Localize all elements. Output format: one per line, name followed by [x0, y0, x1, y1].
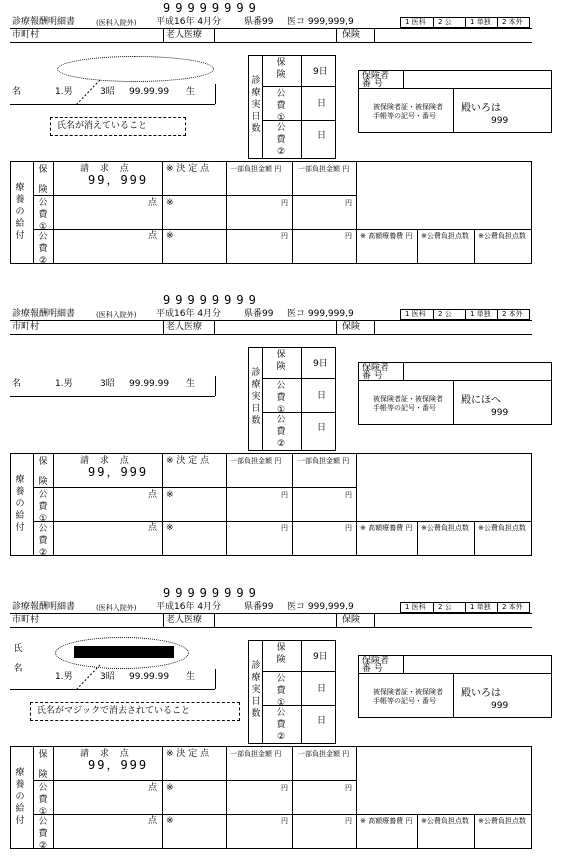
- insurer-number-label: 番 号: [362, 371, 383, 381]
- header-code: 1 単独: [470, 310, 491, 318]
- municipality-label: 市町村: [12, 322, 40, 332]
- copay-label: 一部負担金額 円: [230, 457, 282, 465]
- claim-points-value: 99，999: [88, 173, 149, 187]
- birth-suffix: 生: [186, 87, 196, 97]
- insured-name: 殿にほへ: [461, 395, 501, 406]
- sex-field: 1.男: [55, 672, 73, 682]
- days-row-label: 公 費 ②: [276, 123, 286, 157]
- days-value: 9日: [313, 359, 328, 369]
- serial-number: 99999999: [163, 586, 261, 600]
- header-code: 1 医科: [405, 603, 426, 611]
- yen-unit: 円: [345, 817, 352, 825]
- name-label: 名: [12, 87, 22, 97]
- days-value: 日: [317, 423, 327, 433]
- asterisk-mark: ※: [166, 816, 174, 826]
- card-number-label: 手帳等の記号・番号: [373, 404, 436, 412]
- insurer-number-label: 保険者: [362, 363, 390, 373]
- asterisk-mark: ※: [166, 231, 174, 241]
- yen-unit: 円: [281, 784, 288, 792]
- insurance-label: 保険: [342, 30, 361, 40]
- claim-form: [0, 0, 564, 275]
- header-code: 1 単独: [470, 603, 491, 611]
- birth-date: 99.99.99: [129, 87, 170, 97]
- birth-era: 3昭: [100, 672, 115, 682]
- point-unit: 点: [148, 523, 158, 533]
- header-code: 1 医科: [405, 310, 426, 318]
- days-value: 日: [317, 131, 327, 141]
- card-number-label: 手帳等の記号・番号: [373, 112, 436, 120]
- insurer-number-label: 保険者: [362, 656, 390, 666]
- card-number-label: 被保険者証・被保険者: [373, 103, 443, 111]
- prefecture-number: 県番99: [244, 17, 274, 27]
- sex-field: 1.男: [55, 87, 73, 97]
- header-code: 2 公: [438, 310, 452, 318]
- public-points-label: ※公費負担点数: [478, 524, 526, 532]
- copay-label: 一部負担金額 円: [298, 750, 350, 758]
- yen-unit: 円: [281, 817, 288, 825]
- insured-number: 999: [491, 701, 509, 711]
- form-subtitle: (医科入院外): [96, 604, 137, 612]
- insurer-number-label: 番 号: [362, 79, 383, 89]
- benefit-row-label: 保 険: [38, 457, 48, 487]
- days-row-label: 公 費 ①: [276, 89, 286, 123]
- yen-unit: 円: [345, 524, 352, 532]
- asterisk-mark: ※: [166, 198, 174, 208]
- high-cost-label: ※ 高額療養費 円: [360, 524, 413, 532]
- serial-number: 99999999: [163, 1, 261, 15]
- insured-name: 殿いろは: [461, 688, 501, 699]
- elderly-label: 老人医療: [166, 322, 203, 332]
- benefit-row-label: 公 費 ①: [38, 198, 48, 232]
- days-row-label: 公 費 ①: [276, 381, 286, 415]
- asterisk-mark: ※: [166, 490, 174, 500]
- yen-unit: 円: [281, 491, 288, 499]
- benefit-row-label: 公 費 ②: [38, 232, 48, 266]
- header-code: 2 公: [438, 18, 452, 26]
- medical-code: 医コ 999,999,9: [287, 309, 354, 319]
- insurer-number-label: 番 号: [362, 664, 383, 674]
- form-title: 診療報酬明細書: [12, 17, 76, 27]
- form-title: 診療報酬明細書: [12, 309, 76, 319]
- birth-era: 3昭: [100, 87, 115, 97]
- elderly-label: 老人医療: [166, 30, 203, 40]
- prefecture-number: 県番99: [244, 309, 274, 319]
- insured-name: 殿いろは: [461, 103, 501, 114]
- form-subtitle: (医科入院外): [96, 311, 137, 319]
- billing-period: 平成16年 4月分: [156, 17, 222, 27]
- yen-unit: 円: [345, 491, 352, 499]
- redaction-bar: [74, 646, 174, 658]
- birth-suffix: 生: [186, 379, 196, 389]
- public-points-label: ※公費負担点数: [478, 232, 526, 240]
- asterisk-mark: ※: [166, 783, 174, 793]
- birth-date: 99.99.99: [129, 379, 170, 389]
- days-value: 日: [317, 99, 327, 109]
- header-code: 1 単独: [470, 18, 491, 26]
- yen-unit: 円: [281, 199, 288, 207]
- public-points-label: ※公費負担点数: [421, 817, 469, 825]
- yen-unit: 円: [345, 199, 352, 207]
- high-cost-label: ※ 高額療養費 円: [360, 817, 413, 825]
- treatment-days-label: 診 療 実 日 数: [251, 76, 261, 134]
- medical-code: 医コ 999,999,9: [287, 17, 354, 27]
- days-row-label: 公 費 ①: [276, 674, 286, 708]
- annotation-callout: 氏名がマジックで消去されていること: [30, 702, 240, 721]
- serial-number: 99999999: [163, 293, 261, 307]
- municipality-label: 市町村: [12, 615, 40, 625]
- header-code: 2 本外: [502, 603, 523, 611]
- benefit-label: 療 養 の 給 付: [15, 768, 25, 826]
- treatment-days-label: 診 療 実 日 数: [251, 368, 261, 426]
- claim-points-label: 請 求 点: [80, 456, 133, 466]
- copay-label: 一部負担金額 円: [230, 165, 282, 173]
- benefit-row-label: 公 費 ①: [38, 783, 48, 817]
- claim-points-value: 99，999: [88, 758, 149, 772]
- medical-code: 医コ 999,999,9: [287, 602, 354, 612]
- municipality-label: 市町村: [12, 30, 40, 40]
- decided-points-label: ※ 決 定 点: [166, 749, 210, 759]
- point-unit: 点: [148, 783, 158, 793]
- point-unit: 点: [148, 231, 158, 241]
- days-row-label: 保 険: [276, 350, 286, 372]
- days-value: 日: [317, 391, 327, 401]
- name-label: 氏 名: [13, 644, 23, 674]
- days-value: 日: [317, 716, 327, 726]
- insured-number: 999: [491, 408, 509, 418]
- benefit-label: 療 養 の 給 付: [15, 183, 25, 241]
- name-label: 名: [12, 379, 22, 389]
- annotation-callout: 氏名が消えていること: [50, 117, 186, 136]
- days-row-label: 保 険: [276, 58, 286, 80]
- copay-label: 一部負担金額 円: [298, 457, 350, 465]
- public-points-label: ※公費負担点数: [421, 524, 469, 532]
- yen-unit: 円: [345, 784, 352, 792]
- prefecture-number: 県番99: [244, 602, 274, 612]
- days-value: 日: [317, 684, 327, 694]
- days-row-label: 公 費 ②: [276, 415, 286, 449]
- days-value: 9日: [313, 67, 328, 77]
- days-row-label: 保 険: [276, 643, 286, 665]
- benefit-row-label: 保 険: [38, 165, 48, 195]
- treatment-days-label: 診 療 実 日 数: [251, 661, 261, 719]
- benefit-row-label: 公 費 ②: [38, 524, 48, 558]
- decided-points-label: ※ 決 定 点: [166, 456, 210, 466]
- header-code: 1 医科: [405, 18, 426, 26]
- benefit-row-label: 公 費 ②: [38, 817, 48, 851]
- point-unit: 点: [148, 490, 158, 500]
- header-code: 2 本外: [502, 18, 523, 26]
- birth-era: 3昭: [100, 379, 115, 389]
- insurer-number-label: 保険者: [362, 71, 390, 81]
- benefit-row-label: 公 費 ①: [38, 490, 48, 524]
- header-code: 2 本外: [502, 310, 523, 318]
- yen-unit: 円: [281, 524, 288, 532]
- days-row-label: 公 費 ②: [276, 708, 286, 742]
- claim-points-label: 請 求 点: [80, 749, 133, 759]
- point-unit: 点: [148, 816, 158, 826]
- point-unit: 点: [148, 198, 158, 208]
- days-value: 9日: [313, 652, 328, 662]
- benefit-row-label: 保 険: [38, 750, 48, 780]
- high-cost-label: ※ 高額療養費 円: [360, 232, 413, 240]
- insurance-label: 保険: [342, 615, 361, 625]
- copay-label: 一部負担金額 円: [230, 750, 282, 758]
- card-number-label: 手帳等の記号・番号: [373, 697, 436, 705]
- birth-date: 99.99.99: [129, 672, 170, 682]
- billing-period: 平成16年 4月分: [156, 309, 222, 319]
- benefit-label: 療 養 の 給 付: [15, 475, 25, 533]
- insured-number: 999: [491, 116, 509, 126]
- claim-points-value: 99，999: [88, 465, 149, 479]
- yen-unit: 円: [281, 232, 288, 240]
- header-code: 2 公: [438, 603, 452, 611]
- card-number-label: 被保険者証・被保険者: [373, 395, 443, 403]
- billing-period: 平成16年 4月分: [156, 602, 222, 612]
- insurance-label: 保険: [342, 322, 361, 332]
- birth-suffix: 生: [186, 672, 196, 682]
- form-title: 診療報酬明細書: [12, 602, 76, 612]
- yen-unit: 円: [345, 232, 352, 240]
- public-points-label: ※公費負担点数: [478, 817, 526, 825]
- form-subtitle: (医科入院外): [96, 19, 137, 27]
- elderly-label: 老人医療: [166, 615, 203, 625]
- sex-field: 1.男: [55, 379, 73, 389]
- card-number-label: 被保険者証・被保険者: [373, 688, 443, 696]
- decided-points-label: ※ 決 定 点: [166, 164, 210, 174]
- public-points-label: ※公費負担点数: [421, 232, 469, 240]
- copay-label: 一部負担金額 円: [298, 165, 350, 173]
- claim-points-label: 請 求 点: [80, 164, 133, 174]
- asterisk-mark: ※: [166, 523, 174, 533]
- claim-form: [0, 292, 564, 567]
- claim-form: [0, 585, 564, 860]
